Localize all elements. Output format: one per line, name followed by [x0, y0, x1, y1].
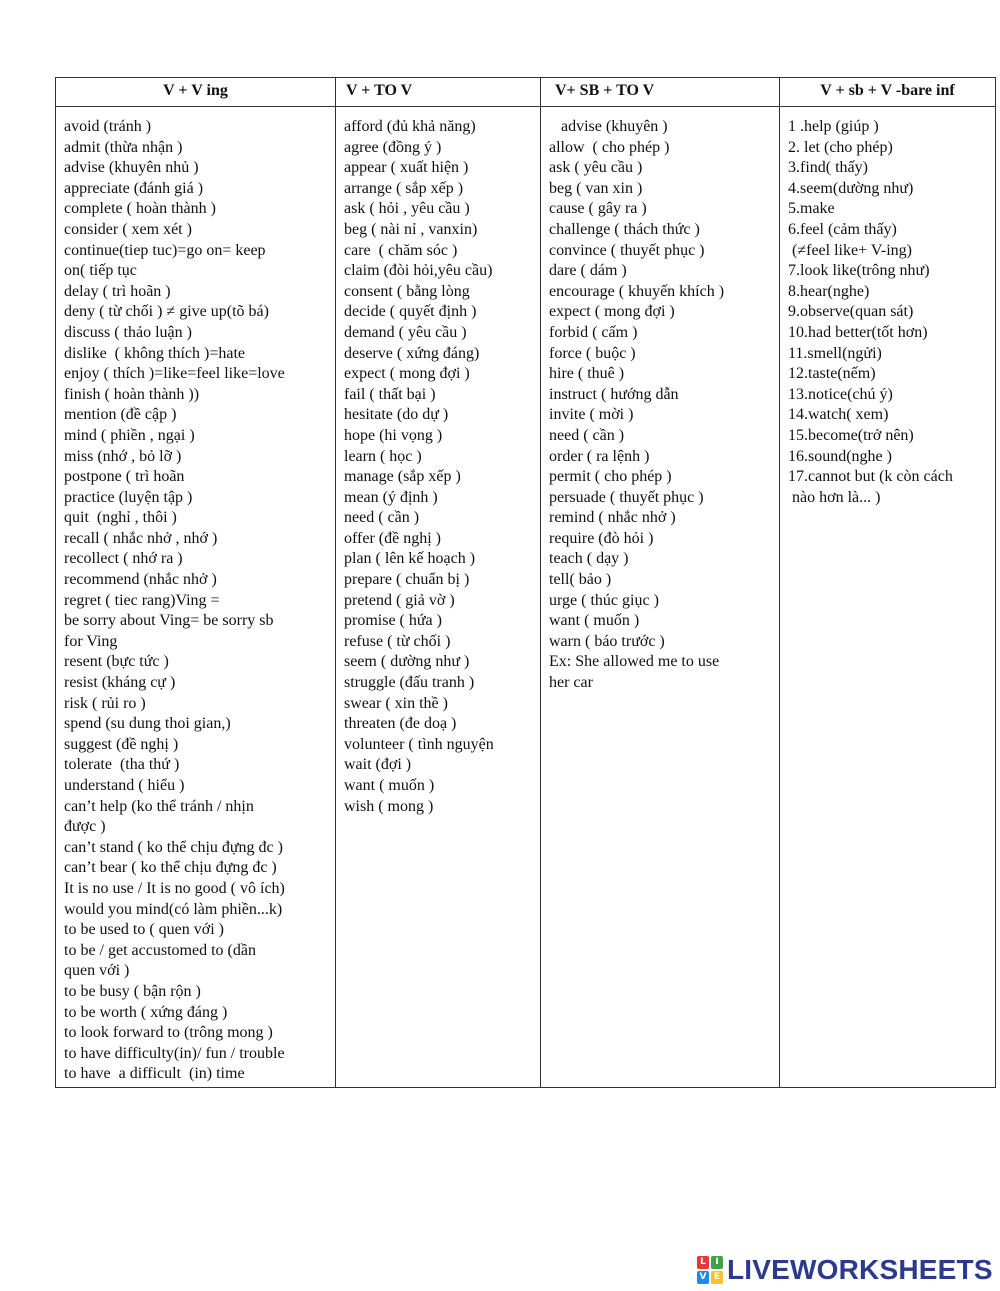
header-v-sb-to-v: V+ SB + TO V [541, 78, 780, 107]
logo-icon-letter: I [711, 1256, 723, 1269]
verb-entry: care ( chăm sóc ) [344, 241, 458, 259]
verb-entry: recall ( nhắc nhở , nhớ ) [64, 529, 218, 547]
logo-icon [697, 1256, 723, 1284]
verb-entry: urge ( thúc giục ) [549, 591, 659, 609]
verb-entry: advise (khuyên ) [549, 118, 668, 135]
verb-entry: beg ( van xin ) [549, 179, 643, 197]
verb-entry: 15.become(trở nên) [788, 426, 914, 444]
worksheet [55, 77, 955, 1088]
verb-entry: 6.feel (cảm thấy) [788, 220, 897, 238]
verb-entry: 7.look like(trông như) [788, 262, 930, 280]
logo-icon-letter: L [697, 1256, 709, 1269]
verb-entry: finish ( hoàn thành )) [64, 385, 200, 403]
logo-text: LIVEWORKSHEETS [727, 1254, 993, 1285]
verb-entry: teach ( dạy ) [549, 550, 629, 568]
verb-entry: 9.observe(quan sát) [788, 303, 914, 321]
verb-entry: instruct ( hướng dẫn [549, 385, 679, 403]
verb-entry: deserve ( xứng đáng) [344, 344, 480, 362]
verb-entry: invite ( mời ) [549, 406, 634, 424]
verb-entry: 4.seem(dường như) [788, 179, 914, 197]
verb-entry: resist (kháng cự ) [64, 674, 176, 692]
verb-entry: recommend (nhắc nhở ) [64, 571, 217, 589]
verb-entry: swear ( xin thề ) [344, 694, 448, 712]
col-v-ving [56, 107, 336, 1088]
verb-entry: wait (đợi ) [344, 756, 412, 774]
verb-entry: can’t bear ( ko thể chịu đựng đc ) [64, 859, 277, 877]
verb-entry: appear ( xuất hiện ) [344, 159, 469, 177]
header-v-sb-bare-inf: V + sb + V -bare inf [780, 78, 996, 107]
verb-entry: order ( ra lệnh ) [549, 447, 650, 465]
verb-entry: mind ( phiền , ngại ) [64, 426, 195, 444]
table-header-row [56, 78, 996, 107]
verb-entry: 11.smell(ngửi) [788, 344, 882, 362]
verb-entry: forbid ( cấm ) [549, 323, 638, 341]
verb-entry: plan ( lên kế hoạch ) [344, 550, 476, 568]
verb-entry: miss (nhớ , bỏ lỡ ) [64, 447, 182, 465]
verb-entry: decide ( quyết định ) [344, 303, 477, 321]
verb-entry: wish ( mong ) [344, 797, 434, 815]
verb-entry: threaten (đe doạ ) [344, 715, 457, 733]
verb-entry: 5.make [788, 200, 835, 218]
verb-entry: claim (đòi hỏi,yêu cầu) [344, 262, 493, 280]
verb-pattern-table [55, 77, 996, 1088]
verb-entry: 8.hear(nghe) [788, 282, 870, 300]
verb-entry: for Ving [64, 632, 118, 650]
verb-entry: spend (su dung thoi gian,) [64, 715, 231, 733]
verb-entry: 1 .help (giúp ) [788, 118, 879, 135]
verb-entry: want ( muốn ) [549, 612, 640, 630]
verb-entry: 14.watch( xem) [788, 406, 889, 424]
verb-entry: agree (đồng ý ) [344, 138, 442, 156]
logo-icon-letter: E [711, 1271, 723, 1284]
verb-entry: to be used to ( quen với ) [64, 921, 224, 939]
verb-entry: delay ( trì hoãn ) [64, 282, 171, 300]
verb-entry: 2. let (cho phép) [788, 138, 893, 156]
verb-entry: remind ( nhắc nhở ) [549, 509, 676, 527]
verb-entry: ask ( hỏi , yêu cầu ) [344, 200, 470, 218]
verb-entry: warn ( báo trước ) [549, 632, 665, 650]
verb-entry: challenge ( thách thức ) [549, 220, 700, 238]
verb-entry: (≠feel like+ V-ing) [788, 241, 912, 259]
verb-entry: persuade ( thuyết phục ) [549, 488, 704, 506]
verb-entry: want ( muốn ) [344, 777, 435, 794]
verb-entry: learn ( học ) [344, 447, 422, 465]
verb-entry: would you mind(có làm phiền...k) [64, 900, 283, 918]
verb-entry: prepare ( chuẩn bị ) [344, 571, 470, 589]
verb-entry: suggest (đề nghị ) [64, 735, 179, 753]
verb-entry: to have difficulty(in)/ fun / trouble [64, 1044, 285, 1062]
header-v-to-v: V + TO V [336, 78, 541, 107]
verb-entry: consent ( bằng lòng [344, 282, 470, 300]
verb-entry: deny ( từ chối ) ≠ give up(tõ bá) [64, 303, 269, 321]
verb-entry: need ( cần ) [549, 426, 625, 444]
verb-entry: enjoy ( thích )=like=feel like=love [64, 365, 285, 383]
verb-entry: understand ( hiểu ) [64, 777, 185, 794]
verb-entry: volunteer ( tình nguyện [344, 735, 494, 753]
verb-entry: permit ( cho phép ) [549, 468, 672, 486]
table-body-row [56, 107, 996, 1088]
verb-entry: recollect ( nhớ ra ) [64, 550, 183, 568]
verb-entry: Ex: She allowed me to use [549, 653, 720, 671]
verb-entry: risk ( rủi ro ) [64, 694, 146, 712]
verb-entry: continue(tiep tuc)=go on= keep [64, 241, 266, 259]
verb-entry: avoid (tránh ) [64, 118, 152, 135]
verb-entry: demand ( yêu cầu ) [344, 323, 467, 341]
verb-entry: hire ( thuê ) [549, 365, 625, 383]
verb-entry: expect ( mong đợi ) [549, 303, 675, 321]
verb-entry: expect ( mong đợi ) [344, 365, 470, 383]
verb-entry: to be worth ( xứng đáng ) [64, 1003, 228, 1021]
verb-entry: convince ( thuyết phục ) [549, 241, 705, 259]
verb-entry: postpone ( trì hoãn [64, 468, 185, 486]
verb-entry: 3.find( thấy) [788, 159, 868, 177]
col-v-to-v [336, 107, 541, 1088]
verb-entry: encourage ( khuyến khích ) [549, 282, 725, 300]
verb-entry: tell( bảo ) [549, 571, 612, 589]
verb-entry: It is no use / It is no good ( vô ích) [64, 879, 285, 897]
verb-entry: force ( buộc ) [549, 344, 636, 362]
verb-entry: to look forward to (trông mong ) [64, 1024, 273, 1042]
verb-entry: 16.sound(nghe ) [788, 447, 892, 465]
header-v-ving: V + V ing [56, 78, 336, 107]
verb-entry: to have a difficult (in) time [64, 1065, 245, 1083]
verb-entry: mention (đề cập ) [64, 406, 177, 424]
verb-entry: cause ( gây ra ) [549, 200, 647, 218]
verb-entry: offer (đề nghị ) [344, 529, 441, 547]
verb-entry: mean (ý định ) [344, 488, 438, 506]
verb-entry: seem ( dường như ) [344, 653, 470, 671]
verb-entry: need ( cần ) [344, 509, 420, 527]
verb-entry: appreciate (đánh giá ) [64, 179, 204, 197]
verb-entry: can’t help (ko thể tránh / nhịn [64, 797, 254, 815]
verb-entry: pretend ( giả vờ ) [344, 591, 455, 609]
verb-entry: to be / get accustomed to (dần [64, 941, 256, 959]
verb-entry: be sorry about Ving= be sorry sb [64, 612, 274, 630]
verb-entry: allow ( cho phép ) [549, 138, 670, 156]
verb-entry: resent (bực tức ) [64, 653, 169, 671]
verb-entry: promise ( hứa ) [344, 612, 442, 630]
verb-entry: require (đò hỏi ) [549, 529, 654, 547]
verb-entry: dislike ( không thích )=hate [64, 344, 245, 362]
col-v-sb-to-v [541, 107, 780, 1088]
verb-entry: hope (hi vọng ) [344, 426, 443, 444]
verb-entry: on( tiếp tục [64, 262, 137, 280]
verb-entry: complete ( hoàn thành ) [64, 200, 216, 218]
verb-entry: afford (đủ khả năng) [344, 118, 476, 135]
verb-entry: practice (luyện tập ) [64, 488, 193, 506]
verb-entry: can’t stand ( ko thể chịu đựng đc ) [64, 838, 283, 856]
verb-entry: 13.notice(chú ý) [788, 385, 893, 403]
verb-entry: discuss ( thảo luận ) [64, 323, 192, 341]
verb-entry: nào hơn là... ) [788, 488, 881, 506]
verb-entry: quen với ) [64, 962, 130, 980]
verb-entry: her car [549, 674, 593, 692]
verb-entry: regret ( tiec rang)Ving = [64, 591, 220, 609]
verb-entry: advise (khuyên nhủ ) [64, 159, 199, 177]
verb-entry: được ) [64, 818, 106, 836]
verb-entry: admit (thừa nhận ) [64, 138, 183, 156]
logo-icon-letter: V [697, 1271, 709, 1284]
verb-entry: 12.taste(nếm) [788, 365, 876, 383]
verb-entry: arrange ( sắp xếp ) [344, 179, 464, 197]
verb-entry: tolerate (tha thứ ) [64, 756, 180, 774]
verb-entry: to be busy ( bận rộn ) [64, 982, 201, 1000]
verb-entry: consider ( xem xét ) [64, 220, 192, 238]
verb-entry: 17.cannot but (k còn cách [788, 468, 953, 486]
verb-entry: ask ( yêu cầu ) [549, 159, 643, 177]
verb-entry: beg ( nài nỉ , vanxin) [344, 220, 478, 238]
verb-entry: hesitate (do dự ) [344, 406, 449, 424]
verb-entry: 10.had better(tốt hơn) [788, 323, 928, 341]
verb-entry: manage (sắp xếp ) [344, 468, 461, 486]
verb-entry: fail ( thất bại ) [344, 385, 436, 403]
liveworksheets-logo [697, 1255, 993, 1285]
verb-entry: quit (nghỉ , thôi ) [64, 509, 177, 527]
verb-entry: dare ( dám ) [549, 262, 627, 280]
col-v-sb-bare-inf [780, 107, 996, 1088]
verb-entry: struggle (đấu tranh ) [344, 674, 475, 692]
verb-entry: refuse ( từ chối ) [344, 632, 451, 650]
